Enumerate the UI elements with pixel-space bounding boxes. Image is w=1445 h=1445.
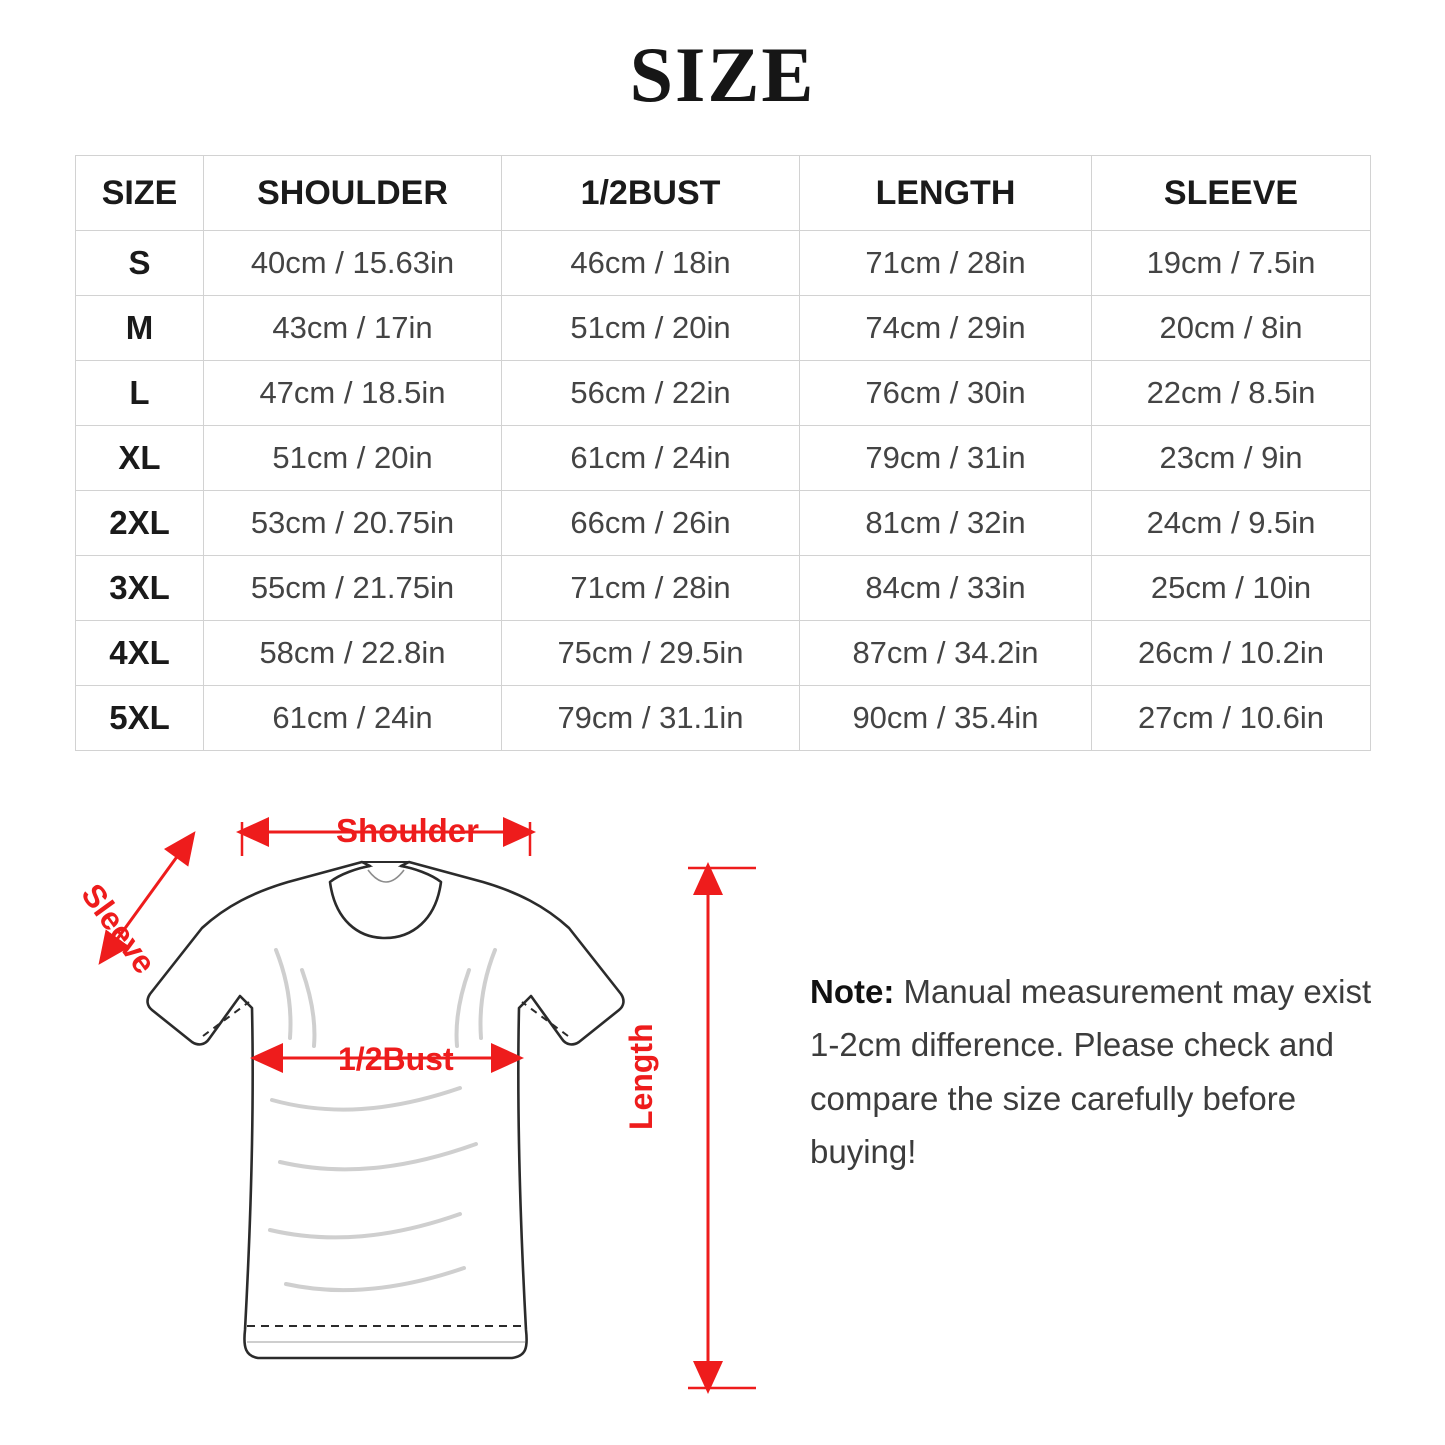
cell-shoulder: 51cm / 20in [204,426,502,491]
cell-shoulder: 55cm / 21.75in [204,556,502,621]
table-row [76,621,1371,686]
cell-bust: 46cm / 18in [502,231,800,296]
length-measure [688,868,756,1388]
note-lead: Note: [810,973,895,1010]
cell-shoulder: 40cm / 15.63in [204,231,502,296]
table-row [76,231,1371,296]
cell-bust: 79cm / 31.1in [502,686,800,751]
cell-shoulder: 47cm / 18.5in [204,361,502,426]
cell-length: 81cm / 32in [800,491,1092,556]
table-row [76,556,1371,621]
cell-size: S [76,231,204,296]
cell-length: 87cm / 34.2in [800,621,1092,686]
cell-sleeve: 22cm / 8.5in [1092,361,1371,426]
column-header-size: SIZE [76,156,204,231]
sleeve-label: Sleeve [74,876,164,981]
table-row [76,361,1371,426]
column-header-sleeve: SLEEVE [1092,156,1371,231]
cell-sleeve: 25cm / 10in [1092,556,1371,621]
cell-shoulder: 43cm / 17in [204,296,502,361]
cell-bust: 61cm / 24in [502,426,800,491]
cell-sleeve: 20cm / 8in [1092,296,1371,361]
cell-sleeve: 24cm / 9.5in [1092,491,1371,556]
table-row [76,426,1371,491]
cell-length: 79cm / 31in [800,426,1092,491]
cell-size: L [76,361,204,426]
table-row [76,491,1371,556]
cell-size: 4XL [76,621,204,686]
cell-bust: 75cm / 29.5in [502,621,800,686]
cell-shoulder: 53cm / 20.75in [204,491,502,556]
cell-sleeve: 26cm / 10.2in [1092,621,1371,686]
cell-length: 71cm / 28in [800,231,1092,296]
cell-bust: 56cm / 22in [502,361,800,426]
table-row [76,296,1371,361]
size-chart-table [75,155,1371,751]
note-text: Manual measurement may exist 1-2cm difference. Please check and compare the size carefully before buying! [810,973,1372,1171]
cell-length: 74cm / 29in [800,296,1092,361]
shoulder-label: Shoulder [336,812,480,849]
table-header-row [76,156,1371,231]
cell-bust: 71cm / 28in [502,556,800,621]
column-header-shoulder: SHOULDER [204,156,502,231]
cell-size: 2XL [76,491,204,556]
tshirt-outline [148,862,624,1358]
length-label: Length [623,1023,659,1130]
tshirt-measurement-diagram [40,770,800,1420]
cell-size: 5XL [76,686,204,751]
cell-size: 3XL [76,556,204,621]
cell-bust: 51cm / 20in [502,296,800,361]
collar-stitch [368,870,404,882]
cell-sleeve: 23cm / 9in [1092,426,1371,491]
column-header-bust: 1/2BUST [502,156,800,231]
table-row [76,686,1371,751]
cell-length: 76cm / 30in [800,361,1092,426]
column-header-length: LENGTH [800,156,1092,231]
bust-label: 1/2Bust [338,1041,454,1077]
cell-bust: 66cm / 26in [502,491,800,556]
cell-shoulder: 61cm / 24in [204,686,502,751]
cell-sleeve: 27cm / 10.6in [1092,686,1371,751]
note-block [810,965,1390,1179]
cell-size: XL [76,426,204,491]
cell-shoulder: 58cm / 22.8in [204,621,502,686]
cell-size: M [76,296,204,361]
page-title: SIZE [629,31,816,118]
cell-length: 84cm / 33in [800,556,1092,621]
cell-sleeve: 19cm / 7.5in [1092,231,1371,296]
cell-length: 90cm / 35.4in [800,686,1092,751]
